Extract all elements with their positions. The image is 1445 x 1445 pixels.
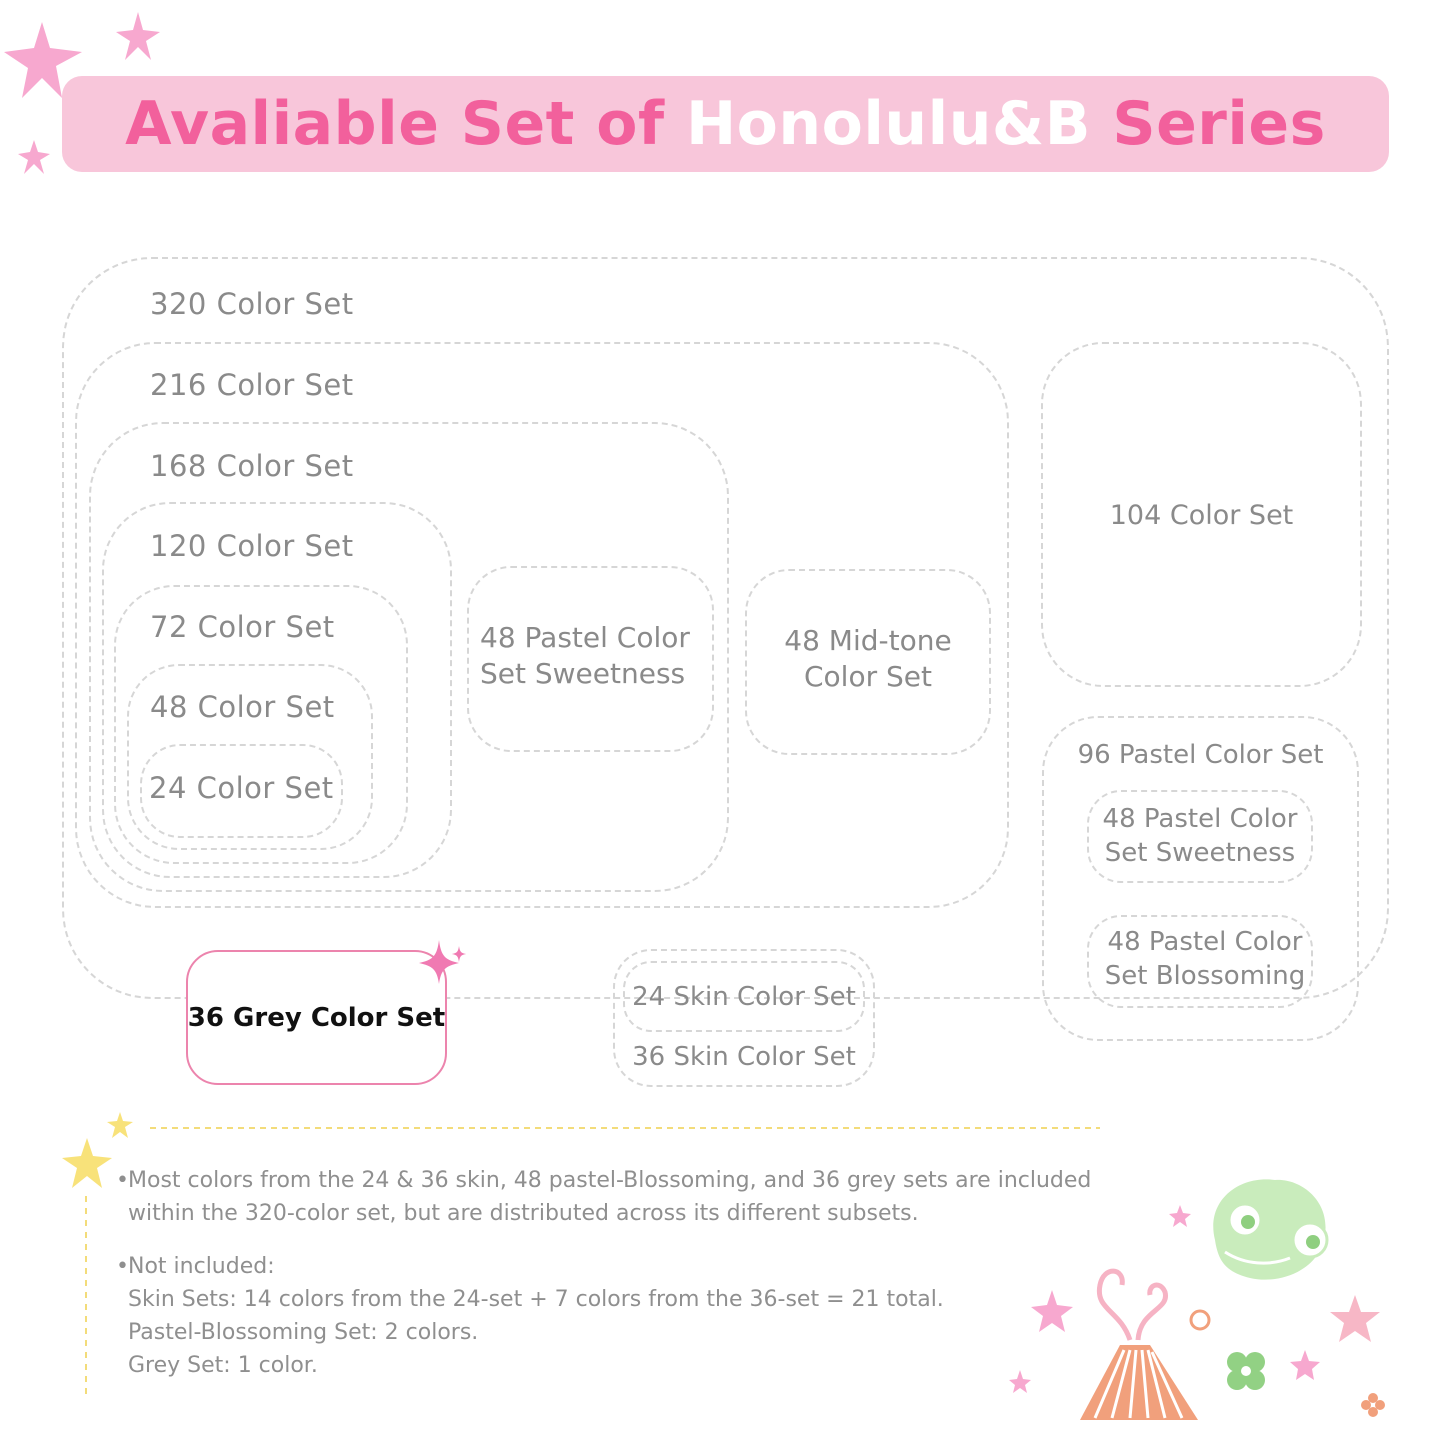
label-line: 48 Pastel Color [1107, 927, 1303, 957]
label-line: Color Set [804, 660, 932, 693]
sparkle-icon [415, 936, 471, 986]
star-icon [18, 140, 50, 174]
note-line: within the 320-color set, but are distributed across its different subsets. [128, 1201, 919, 1226]
label-grey-36: 36 Grey Color Set [187, 1002, 446, 1033]
swirl-icon [1191, 1311, 1209, 1329]
grey-36-set [186, 950, 447, 1085]
star-icon [62, 1138, 112, 1188]
title-part-1: Avaliable Set of [125, 89, 686, 159]
volcano-icon [1080, 1271, 1198, 1420]
note-text: Not included: [128, 1254, 275, 1279]
clover-icon [1227, 1352, 1265, 1390]
star-icon [1330, 1295, 1380, 1342]
label-168: 168 Color Set [150, 449, 354, 483]
star-icon [116, 12, 160, 60]
label-320: 320 Color Set [150, 287, 354, 321]
label-48-pastel-sweetness [470, 620, 720, 692]
label-96-sweetness [1087, 802, 1313, 870]
label-line: 48 Pastel Color [1102, 804, 1298, 834]
note-line: Pastel-Blossoming Set: 2 colors. [128, 1320, 479, 1345]
label-216: 216 Color Set [150, 368, 354, 402]
note-line: Skin Sets: 14 colors from the 24-set + 7 colors from the 36-set = 21 total. [128, 1287, 944, 1312]
flower-icon [1361, 1393, 1385, 1417]
star-icon [107, 1112, 133, 1138]
label-line: 48 Pastel Color [480, 621, 690, 654]
label-120: 120 Color Set [150, 529, 354, 563]
label-48-midtone [745, 623, 991, 695]
note-line: Grey Set: 1 color. [128, 1353, 318, 1378]
label-104: 104 Color Set [1109, 500, 1294, 531]
star-icon [1290, 1350, 1320, 1380]
sparkle-small [452, 946, 466, 962]
title-banner [62, 76, 1389, 172]
label-line: Set Sweetness [480, 657, 686, 690]
label-line: Set Blossoming [1104, 961, 1306, 991]
note-line [116, 1164, 1116, 1197]
label-skin-36: 36 Skin Color Set [632, 1042, 856, 1072]
page-title [125, 89, 1326, 159]
label-line: Set Sweetness [1104, 838, 1296, 868]
notes-section [116, 1164, 1116, 1382]
label-96-blossoming [1092, 925, 1318, 993]
note-line [116, 1250, 1116, 1283]
label-line: 48 Mid-tone [784, 624, 952, 657]
label-skin-24: 24 Skin Color Set [632, 982, 856, 1012]
bullet: • [116, 1254, 129, 1279]
star-icon [1031, 1290, 1073, 1332]
label-72: 72 Color Set [150, 610, 335, 644]
label-96-pastel: 96 Pastel Color Set [1077, 740, 1324, 770]
frog-icon [1213, 1179, 1327, 1279]
title-part-3: Series [1090, 89, 1326, 159]
star-icon [1169, 1205, 1191, 1227]
label-24: 24 Color Set [149, 771, 334, 805]
star-icon [1009, 1370, 1031, 1393]
title-brand: Honolulu&B [685, 89, 1091, 159]
label-48: 48 Color Set [150, 690, 335, 724]
sparkle-big [419, 940, 459, 984]
note-text: Most colors from the 24 & 36 skin, 48 pastel-Blossoming, and 36 grey sets are included [128, 1168, 1092, 1193]
bullet: • [116, 1168, 129, 1193]
decoration-illustration [1000, 1160, 1420, 1440]
